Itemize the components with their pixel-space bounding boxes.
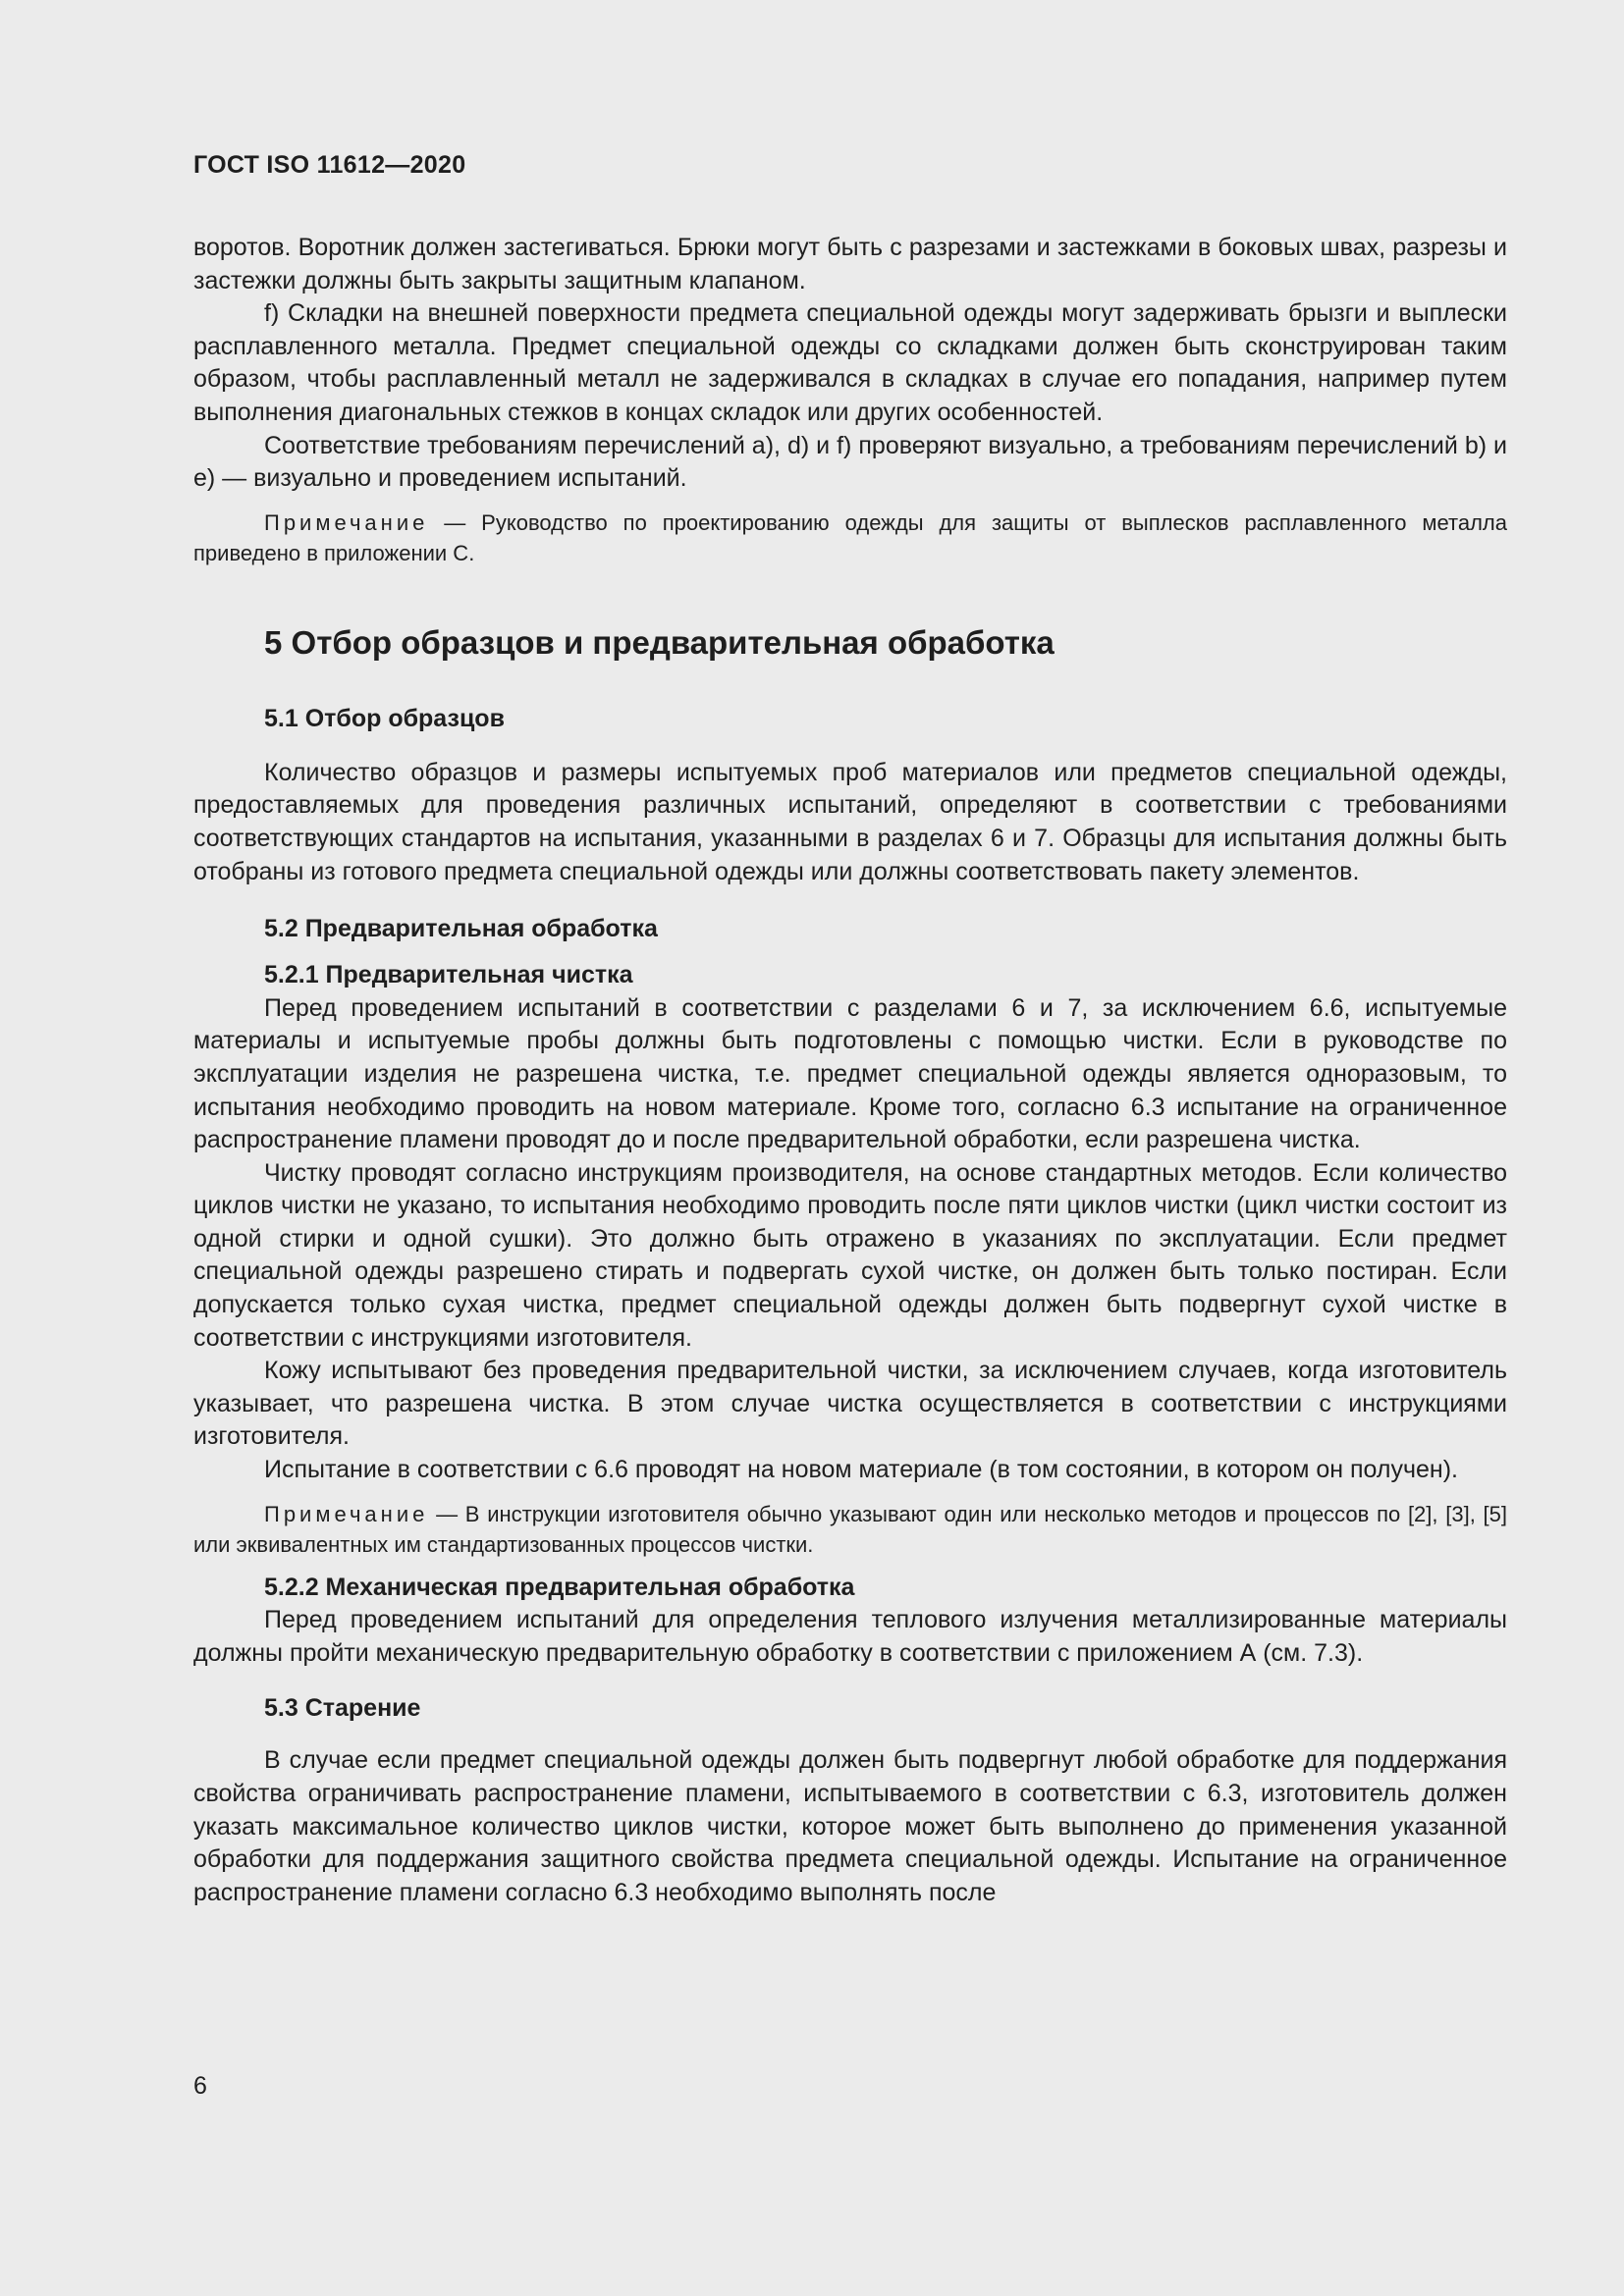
note-1-label: Примечание bbox=[264, 509, 429, 535]
paragraph-5-2-1-b: Чистку проводят согласно инструкциям производителя, на основе стандартных методов. Если количество циклов чистки не указано, то испытания необходимо проводить после пяти циклов чистки (цикл чистки состоит из одной стирки и одной сушки). Это должно быть отражено в указаниях по эксплуатации. Если предмет специальной одежды разрешено стирать и подвергать сухой чистке, он должен быть только постиран. Если допускается только сухая чистка, предмет специальной одежды должен быть подвергнут сухой чистке в соответствии с инструкциями изготовителя. bbox=[193, 1158, 1507, 1352]
section-5-3-heading: 5.3 Старение bbox=[264, 1694, 421, 1723]
paragraph-5-3: В случае если предмет специальной одежды должен быть подвергнут любой обработке для поддержания свойства ограничивать распространение пламени, испытываемого в соответствии с 6.3, изготовитель должен указать максимальное количество циклов чистки, которое может быть выполнено до применения указанной обработки для поддержания защитного свойства предмета специальной одежды. Испытание на ограниченное распространение пламени согласно 6.3 необходимо выполнять после bbox=[193, 1746, 1507, 1906]
section-5-2-heading: 5.2 Предварительная обработка bbox=[264, 915, 658, 943]
note-2-text: — В инструкции изготовителя обычно указывают один или несколько методов и процессов по [2], [3], [5] или эквивалентных им стандартизованных процессов чистки. bbox=[193, 1501, 1507, 1557]
section-5-2-2-heading: 5.2.2 Механическая предварительная обработка bbox=[264, 1573, 855, 1601]
note-1 bbox=[193, 507, 1507, 568]
paragraph-compliance: Соответствие требованиям перечислений a), d) и f) проверяют визуально, а требованиям перечислений b) и e) — визуально и проведением испытаний. bbox=[193, 431, 1507, 493]
note-1-text: — Руководство по проектированию одежды для защиты от выплесков расплавленного металла приведено в приложении С. bbox=[193, 509, 1507, 565]
paragraph-5-2-1-a: Перед проведением испытаний в соответствии с разделами 6 и 7, за исключением 6.6, испытуемые материалы и испытуемые пробы должны быть подготовлены с помощью чистки. Если в руководстве по эксплуатации изделия не разрешена чистка, т.е. предмет специальной одежды является одноразовым, то испытания необходимо проводить на новом материале. Кроме того, согласно 6.3 испытание на ограниченное распространение пламени проводят до и после предварительной обработки, если разрешена чистка. bbox=[193, 993, 1507, 1154]
section-5-heading: 5 Отбор образцов и предварительная обработка bbox=[264, 623, 1055, 661]
section-5-1-heading: 5.1 Отбор образцов bbox=[264, 704, 505, 732]
paragraph-continuation: воротов. Воротник должен застегиваться. Брюки могут быть с разрезами и застежками в боковых швах, разрезы и застежки должны быть закрыты защитным клапаном. bbox=[193, 234, 1507, 294]
paragraph-5-1: Количество образцов и размеры испытуемых проб материалов или предметов специальной одежды, предоставляемых для проведения различных испытаний, определяют в соответствии с требованиями соответствующих стандартов на испытания, указанными в разделах 6 и 7. Образцы для испытания должны быть отобраны из готового предмета специальной одежды или должны соответствовать пакету элементов. bbox=[193, 758, 1507, 885]
note-2 bbox=[193, 1499, 1507, 1560]
note-2-label: Примечание bbox=[264, 1501, 429, 1526]
page-number: 6 bbox=[193, 2072, 207, 2100]
paragraph-5-2-2: Перед проведением испытаний для определения теплового излучения металлизированные материалы должны пройти механическую предварительную обработку в соответствии с приложением А (см. 7.3). bbox=[193, 1606, 1507, 1667]
paragraph-5-2-1-c: Кожу испытывают без проведения предварительной чистки, за исключением случаев, когда изготовитель указывает, что разрешена чистка. В этом случае чистка осуществляется в соответствии с инструкциями изготовителя. bbox=[193, 1357, 1507, 1451]
document-page bbox=[193, 147, 1507, 1909]
document-header: ГОСТ ISO 11612—2020 bbox=[193, 151, 466, 179]
section-5-2-1-heading: 5.2.1 Предварительная чистка bbox=[264, 961, 633, 989]
paragraph-5-2-1-d: Испытание в соответствии с 6.6 проводят на новом материале (в том состоянии, в котором он получен). bbox=[264, 1456, 1458, 1484]
paragraph-item-f: f) Складки на внешней поверхности предмета специальной одежды могут задерживать брызги и выплески расплавленного металла. Предмет специальной одежды со складками должен быть сконструирован таким образом, чтобы расплавленный металл не задерживался в складках в случае его попадания, например путем выполнения диагональных стежков в концах складок или других особенностей. bbox=[193, 299, 1507, 426]
